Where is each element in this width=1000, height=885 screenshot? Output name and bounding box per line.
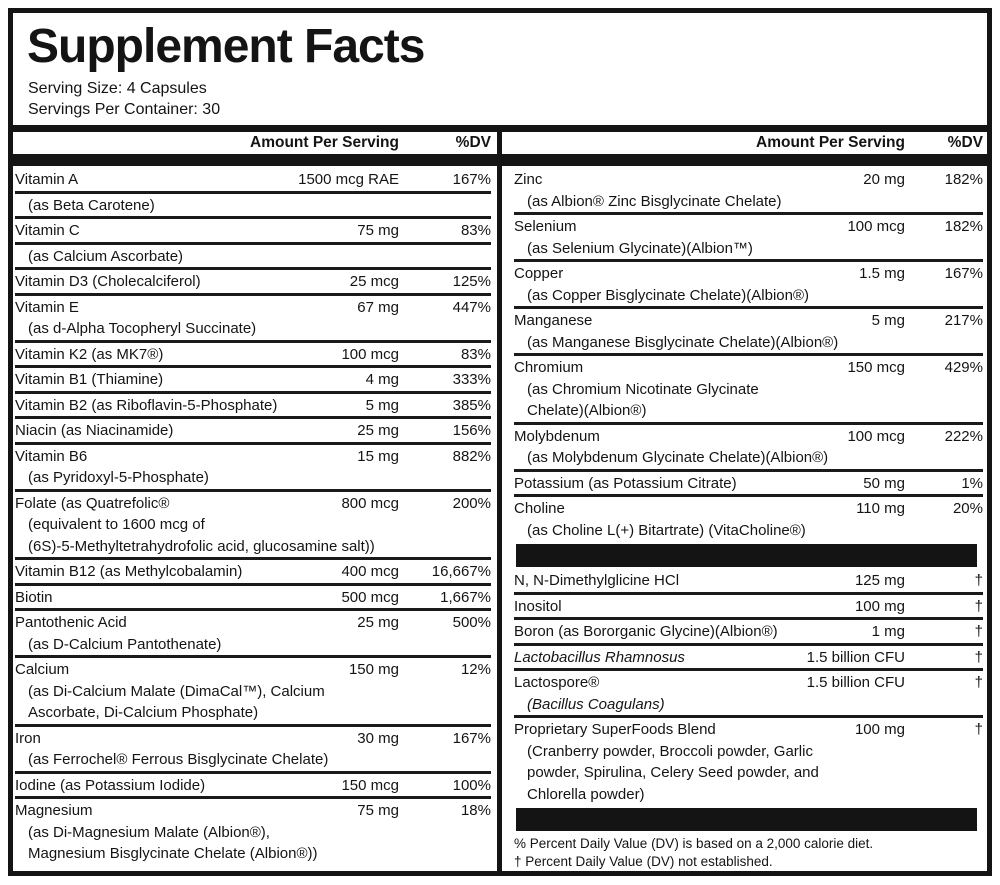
- nutrient-source-text: (as Pyridoxyl-5-Phosphate): [28, 469, 209, 486]
- nutrient-amount: 1.5 billion CFU: [806, 648, 905, 666]
- nutrient-amount: 110 mg: [856, 500, 905, 517]
- nutrient-dv: †: [974, 721, 983, 738]
- nutrient-amount: 500 mcg: [341, 588, 399, 606]
- nutrient-dv: 125%: [452, 273, 491, 290]
- nutrient-subrow: [514, 400, 983, 425]
- nutrient-dv: †: [974, 674, 983, 691]
- nutrient-amount: 20 mg: [863, 171, 905, 188]
- nutrient-source-text: Ascorbate, Di-Calcium Phosphate): [28, 704, 259, 721]
- nutrient-row: [15, 297, 491, 319]
- nutrient-name: Potassium (as Potassium Citrate): [514, 474, 737, 492]
- nutrient-row: [15, 612, 491, 634]
- nutrient-row: [15, 800, 491, 822]
- nutrient-dv: 182%: [944, 171, 983, 188]
- nutrient-source-text: (as Copper Bisglycinate Chelate)(Albion®): [527, 286, 810, 304]
- nutrient-amount: 5 mg: [365, 396, 399, 414]
- nutrient-row: [514, 263, 983, 285]
- nutrient-row: [514, 719, 983, 741]
- nutrient-source-text: (as Di-Calcium Malate (DimaCal™), Calcium: [28, 682, 325, 700]
- nutrient-dv: 217%: [944, 312, 983, 329]
- right-column: [497, 166, 987, 871]
- nutrient-amount: 100 mcg: [847, 218, 905, 235]
- nutrient-name: Proprietary SuperFoods Blend: [514, 721, 716, 738]
- nutrient-subrow: [15, 246, 491, 271]
- nutrient-row: [15, 420, 491, 445]
- nutrient-dv: 200%: [452, 494, 491, 512]
- nutrient-amount: 100 mcg: [847, 427, 905, 445]
- label-title: Supplement Facts: [27, 20, 425, 73]
- nutrient-subrow: [514, 762, 983, 784]
- nutrient-amount: 75 mg: [357, 802, 399, 819]
- nutrient-amount: 75 mg: [357, 222, 399, 239]
- nutrient-amount: 400 mcg: [341, 563, 399, 580]
- dv-header: %DV: [455, 134, 491, 151]
- nutrient-dv: 156%: [452, 422, 491, 439]
- nutrient-source-text: powder, Spirulina, Celery Seed powder, and: [527, 764, 819, 781]
- nutrient-amount: 1500 mcg RAE: [298, 171, 399, 188]
- nutrient-row: [514, 357, 983, 379]
- serving-size: Serving Size: 4 Capsules: [28, 80, 207, 97]
- nutrient-source-text: (as d-Alpha Tocopheryl Succinate): [28, 320, 257, 337]
- nutrient-source-text: Chlorella powder): [527, 785, 645, 803]
- nutrient-source-text: (as Manganese Bisglycinate Chelate)(Albion®): [527, 333, 839, 351]
- right-column-header: [497, 134, 987, 152]
- nutrient-name: Lactobacillus Rhamnosus: [514, 648, 685, 666]
- nutrient-amount: 67 mg: [357, 298, 399, 316]
- nutrient-row: [15, 561, 491, 586]
- nutrient-dv: 167%: [944, 265, 983, 282]
- nutrient-name: Selenium: [514, 218, 577, 235]
- nutrient-name: Vitamin B1 (Thiamine): [15, 371, 164, 388]
- nutrient-source-text: (as Albion® Zinc Bisglycinate Chelate): [527, 192, 782, 210]
- nutrient-amount: 25 mg: [357, 614, 399, 631]
- nutrient-dv: 500%: [452, 614, 491, 631]
- nutrient-row: [514, 310, 983, 332]
- nutrient-row: [15, 395, 491, 420]
- nutrient-name: Inositol: [514, 597, 562, 615]
- nutrient-subrow: [514, 447, 983, 472]
- nutrient-name: Iodine (as Potassium Iodide): [15, 776, 206, 794]
- nutrient-row: [514, 473, 983, 498]
- nutrient-amount: 30 mg: [357, 729, 399, 747]
- nutrient-dv: 385%: [452, 396, 491, 414]
- nutrient-subrow: [15, 634, 491, 659]
- nutrient-source-text: (as D-Calcium Pantothenate): [28, 635, 222, 653]
- nutrient-amount: 150 mcg: [847, 359, 905, 376]
- nutrient-dv: 167%: [452, 171, 491, 188]
- nutrient-dv: 447%: [452, 298, 491, 316]
- nutrient-name: Magnesium: [15, 802, 93, 819]
- nutrient-name: Vitamin B12 (as Methylcobalamin): [15, 563, 243, 580]
- nutrient-dv: 1%: [961, 474, 983, 492]
- nutrient-name: Copper: [514, 265, 564, 282]
- nutrient-subrow: [15, 843, 491, 865]
- nutrient-name: Manganese: [514, 312, 593, 329]
- nutrient-row: [15, 169, 491, 194]
- nutrient-dv: 83%: [460, 345, 491, 363]
- nutrient-amount: 1.5 mg: [859, 265, 905, 282]
- nutrient-amount: 150 mg: [348, 661, 399, 678]
- nutrient-amount: 100 mg: [854, 721, 905, 738]
- nutrient-amount: 1.5 billion CFU: [806, 674, 905, 691]
- nutrient-dv: 16,667%: [431, 563, 491, 580]
- nutrient-subrow: [15, 749, 491, 774]
- facts-table: [13, 132, 987, 871]
- nutrient-source-text: (as Ferrochel® Ferrous Bisglycinate Chelate): [28, 751, 329, 768]
- nutrient-row: [15, 220, 491, 245]
- nutrient-amount: 150 mcg: [341, 776, 399, 794]
- nutrient-subrow: [514, 238, 983, 263]
- nutrient-subrow: [514, 694, 983, 719]
- nutrient-dv: †: [974, 623, 983, 640]
- amount-per-serving-header: Amount Per Serving: [756, 134, 905, 151]
- nutrient-name: Molybdenum: [514, 427, 600, 445]
- nutrient-dv: 167%: [452, 729, 491, 747]
- supplement-facts-label: [8, 8, 992, 876]
- footnote-line: % Percent Daily Value (DV) is based on a 2,000 calorie diet.: [514, 836, 874, 851]
- nutrient-row: [514, 647, 983, 672]
- nutrient-dv: 18%: [460, 802, 491, 819]
- nutrient-dv: 100%: [452, 776, 491, 794]
- nutrient-dv: 222%: [944, 427, 983, 445]
- nutrient-dv: 20%: [952, 500, 983, 517]
- nutrient-subrow: [514, 741, 983, 763]
- amount-per-serving-header: Amount Per Serving: [250, 134, 399, 151]
- nutrient-row: [15, 493, 491, 515]
- nutrient-subrow: [15, 702, 491, 727]
- nutrient-source-text: Chelate)(Albion®): [527, 402, 647, 419]
- nutrient-dv: 333%: [452, 371, 491, 388]
- nutrient-source-text: (as Di-Magnesium Malate (Albion®),: [28, 823, 270, 841]
- nutrient-subrow: [514, 379, 983, 401]
- nutrient-name: Choline: [514, 500, 565, 517]
- nutrient-name: Vitamin K2 (as MK7®): [15, 345, 164, 363]
- nutrient-amount: 800 mcg: [341, 494, 399, 512]
- nutrient-amount: 1 mg: [871, 623, 905, 640]
- nutrient-name: Vitamin D3 (Cholecalciferol): [15, 273, 201, 290]
- nutrient-dv: 182%: [944, 218, 983, 235]
- nutrient-amount: 25 mcg: [349, 273, 399, 290]
- nutrient-name: Zinc: [514, 171, 543, 188]
- left-column-header: [13, 134, 497, 152]
- nutrient-source-text: (as Choline L(+) Bitartrate) (VitaCholine®): [527, 521, 806, 539]
- nutrient-source-text: (6S)-5-Methyltetrahydrofolic acid, glucosamine salt)): [28, 537, 375, 555]
- servings-per-container: Servings Per Container: 30: [28, 101, 221, 118]
- nutrient-row: [15, 775, 491, 800]
- nutrient-row: [15, 369, 491, 394]
- nutrient-row: [514, 596, 983, 621]
- nutrient-name: Vitamin E: [15, 298, 79, 316]
- nutrient-name: N, N-Dimethylglicine HCl: [514, 572, 680, 589]
- nutrient-name: Vitamin C: [15, 222, 80, 239]
- nutrient-row: [15, 344, 491, 369]
- nutrient-dv: 429%: [944, 359, 983, 376]
- nutrient-row: [514, 498, 983, 520]
- nutrient-dv: 882%: [452, 447, 491, 465]
- nutrient-subrow: [514, 191, 983, 216]
- nutrient-subrow: [15, 536, 491, 561]
- nutrient-name: Vitamin B6: [15, 447, 88, 465]
- nutrient-dv: †: [974, 572, 983, 589]
- nutrient-row: [514, 216, 983, 238]
- nutrient-row: [514, 570, 983, 595]
- nutrient-name: Biotin: [15, 588, 53, 606]
- dv-header: %DV: [947, 134, 983, 151]
- nutrient-amount: 50 mg: [863, 474, 905, 492]
- nutrient-name: Vitamin B2 (as Riboflavin-5-Phosphate): [15, 396, 278, 414]
- nutrient-dv: †: [974, 648, 983, 666]
- nutrient-amount: 15 mg: [357, 447, 399, 465]
- nutrient-name: Vitamin A: [15, 171, 79, 188]
- nutrient-subrow: [15, 681, 491, 703]
- nutrient-amount: 5 mg: [871, 312, 905, 329]
- nutrient-row: [514, 169, 983, 191]
- nutrient-row: [514, 672, 983, 694]
- nutrient-amount: 100 mcg: [341, 345, 399, 363]
- nutrient-source-text: (as Selenium Glycinate)(Albion™): [527, 239, 753, 257]
- nutrient-name: Niacin (as Niacinamide): [15, 422, 174, 439]
- nutrient-subrow: [514, 520, 983, 542]
- nutrient-source-text: (Bacillus Coagulans): [527, 695, 665, 713]
- nutrient-row: [15, 446, 491, 468]
- nutrient-row: [15, 587, 491, 612]
- nutrient-subrow: [15, 467, 491, 492]
- nutrient-row: [15, 659, 491, 681]
- nutrient-source-text: (as Chromium Nicotinate Glycinate: [527, 380, 759, 398]
- nutrient-subrow: [15, 822, 491, 844]
- nutrient-source-text: Magnesium Bisglycinate Chelate (Albion®)): [28, 845, 318, 862]
- nutrient-row: [15, 271, 491, 296]
- nutrient-source-text: (as Calcium Ascorbate): [28, 247, 184, 265]
- nutrient-name: Chromium: [514, 359, 584, 376]
- nutrient-dv: 83%: [460, 222, 491, 239]
- nutrient-dv: 12%: [460, 661, 491, 678]
- top-section-bar: [13, 125, 987, 132]
- nutrient-subrow: [514, 784, 983, 806]
- nutrient-name: Folate (as Quatrefolic®: [15, 494, 170, 512]
- nutrient-subrow: [514, 285, 983, 310]
- section-bar: [516, 808, 977, 831]
- nutrient-source-text: (as Beta Carotene): [28, 196, 155, 214]
- nutrient-source-text: (Cranberry powder, Broccoli powder, Garlic: [527, 742, 813, 760]
- nutrient-row: [514, 426, 983, 448]
- nutrient-subrow: [15, 195, 491, 220]
- nutrient-source-text: (as Molybdenum Glycinate Chelate)(Albion®): [527, 449, 829, 466]
- nutrient-name: Pantothenic Acid: [15, 614, 127, 631]
- nutrient-name: Lactospore®: [514, 674, 600, 691]
- nutrient-name: Calcium: [15, 661, 70, 678]
- nutrient-subrow: [514, 332, 983, 357]
- footnote-line: † Percent Daily Value (DV) not established.: [514, 854, 773, 869]
- nutrient-dv: 1,667%: [440, 588, 491, 606]
- nutrient-amount: 4 mg: [365, 371, 399, 388]
- nutrient-amount: 125 mg: [854, 572, 905, 589]
- section-bar: [516, 544, 977, 567]
- left-column: [13, 166, 497, 871]
- nutrient-dv: †: [974, 597, 983, 615]
- nutrient-subrow: [15, 318, 491, 343]
- nutrient-amount: 100 mg: [854, 597, 905, 615]
- nutrient-amount: 25 mg: [357, 422, 399, 439]
- nutrient-name: Boron (as Bororganic Glycine)(Albion®): [514, 623, 778, 640]
- nutrient-row: [514, 621, 983, 646]
- nutrient-source-text: (equivalent to 1600 mcg of: [28, 516, 205, 533]
- column-divider: [497, 132, 502, 871]
- nutrient-row: [15, 728, 491, 750]
- nutrient-subrow: [15, 514, 491, 536]
- nutrient-name: Iron: [15, 729, 41, 747]
